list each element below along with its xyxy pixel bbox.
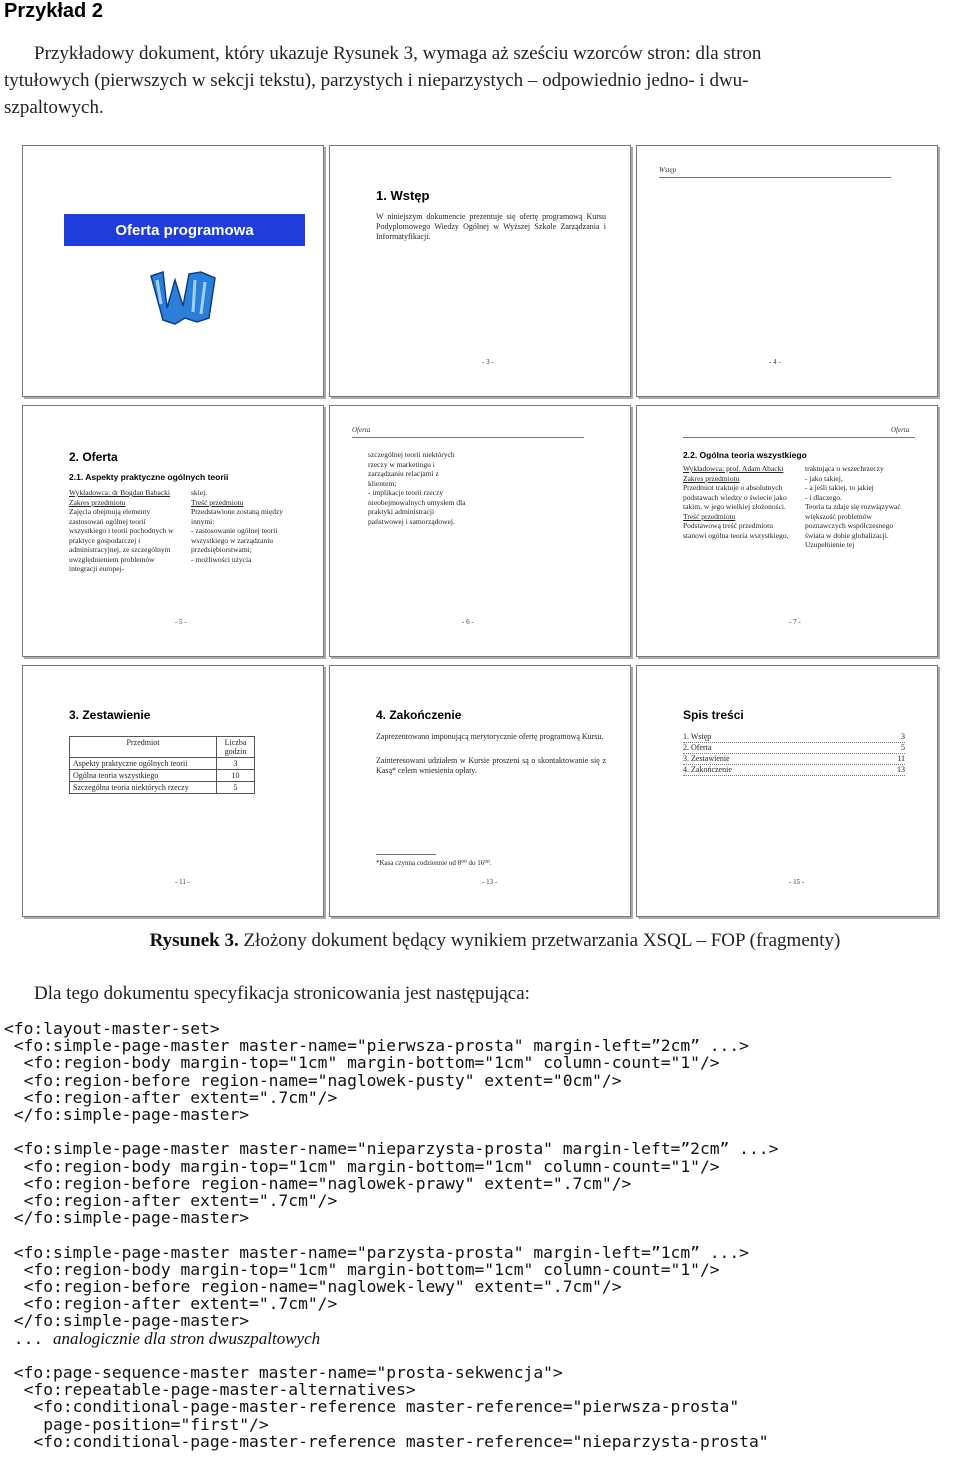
page-number: - 11 - xyxy=(175,878,190,886)
toc-item xyxy=(683,754,905,765)
code-line: <fo:region-before region-name="naglowek-prawy" extent=".7cm"/> xyxy=(4,1173,632,1193)
column-line: Przedstawione zostaną między innymi: xyxy=(191,507,284,526)
table-cell: Szczególna teoria niektórych rzeczy xyxy=(70,782,217,794)
column-line: - a jeśli takiej, to jakiej xyxy=(805,483,874,492)
code-line xyxy=(4,1123,778,1140)
page-thumbnail xyxy=(636,405,938,657)
code-line: <fo:region-before region-name="naglowek-lewy" extent=".7cm"/> xyxy=(4,1277,622,1297)
page-thumbnail-title xyxy=(22,145,324,397)
toc-label: 2. Oferta xyxy=(683,743,712,752)
table-cell: 5 xyxy=(217,782,255,794)
intro-line: tytułowych (pierwszych w sekcji tekstu), parzystych i nieparzystych – odpowiednio jedno- i dwu- xyxy=(4,70,749,91)
page-subtitle: 2.2. Ogólna teoria wszystkiego xyxy=(683,450,807,460)
code-line: <fo:region-body margin-top="1cm" margin-bottom="1cm" column-count="1"/> xyxy=(4,1156,720,1176)
page-number: - 5 - xyxy=(175,618,187,626)
toc-page: 3 xyxy=(901,732,905,741)
toc-item xyxy=(683,732,905,743)
code-line: </fo:simple-page-master> xyxy=(4,1311,250,1331)
column-line: Treść przedmiotu xyxy=(683,511,736,521)
page-title: 3. Zestawienie xyxy=(69,708,151,722)
page-text: W niniejszym dokumencie prezentuje się ofertę programową Kursu Podyplomowego Wiedzy Ogólnej w Wyższej Szkole Zarządzania i Informatyfikacji. xyxy=(376,212,606,241)
page-thumbnail xyxy=(329,665,631,917)
table-of-contents xyxy=(683,732,905,776)
page-number: - 7 - xyxy=(789,618,801,626)
page-text: Zainteresowani udziałem w Kursie proszeni są o skontaktowanie się z Kasą* celem wniesienia opłaty. xyxy=(376,756,606,775)
page-title: Spis treści xyxy=(683,708,744,722)
code-line: <fo:simple-page-master master-name="nieparzysta-prosta" margin-left=”2cm” ...> xyxy=(4,1139,779,1159)
page-thumbnail xyxy=(22,665,324,917)
page-thumbnail xyxy=(636,665,938,917)
title-banner: Oferta programowa xyxy=(64,214,305,246)
text-column xyxy=(69,488,177,574)
column-line: Teoria ta zdaje się rozwiązywać większość problemów poznawczych współczesnego świata w dobie globalizacji. xyxy=(805,502,901,540)
page-number: - 15 - xyxy=(789,878,805,886)
code-line: <fo:region-after extent=".7cm"/> xyxy=(4,1087,338,1107)
table-cell: 10 xyxy=(217,770,255,782)
page-number: - 3 - xyxy=(482,358,494,366)
code-line: <fo:conditional-page-master-reference master-reference="pierwsza-prosta" xyxy=(4,1397,740,1417)
footnote-rule xyxy=(376,854,436,855)
toc-page: 11 xyxy=(897,754,905,763)
code-comment: analogicznie dla stron dwuszpaltowych xyxy=(53,1328,321,1348)
table-header-cell: Liczba godzin xyxy=(217,737,255,758)
code-line: <fo:repeatable-page-master-alternatives> xyxy=(4,1380,416,1400)
table-header-cell: Przedmiot xyxy=(70,737,217,758)
toc-page: 5 xyxy=(901,743,905,752)
column-line: szczególnej teorii niektórych rzeczy w marketingu i zarządzaniu relacjami z klientem; xyxy=(368,450,455,488)
toc-item xyxy=(683,765,905,776)
column-line: - zastosowanie ogólnej teorii wszystkiego w zarządzaniu przedsiębiorstwami; xyxy=(191,526,278,554)
page-title: 2. Oferta xyxy=(69,450,118,464)
code-line: <fo:simple-page-master master-name="parzysta-prosta" margin-left=”1cm” ...> xyxy=(4,1242,749,1262)
column-line: Zakres przedmiotu xyxy=(69,497,126,507)
code-listing xyxy=(4,1020,778,1450)
text-column xyxy=(805,464,913,550)
code-line: <fo:region-after extent=".7cm"/> xyxy=(4,1191,338,1211)
toc-label: 1. Wstęp xyxy=(683,732,712,741)
code-line: page-position="first"/> xyxy=(4,1414,269,1434)
running-header: Oferta xyxy=(352,426,371,434)
caption-label: Rysunek 3. xyxy=(149,930,239,951)
toc-page: 13 xyxy=(897,765,905,774)
table-cell: Ogólna teoria wszystkiego xyxy=(70,770,217,782)
page-number: - 13 - xyxy=(482,878,498,886)
table-row xyxy=(70,770,255,782)
column-line: - jako takiej, xyxy=(805,473,843,483)
page-text: Zaprezentowano imponującą merytorycznie ofertę programową Kursu. xyxy=(376,732,604,741)
page-thumbnail xyxy=(329,145,631,397)
intro-line: szpaltowych. xyxy=(4,97,104,118)
page-thumbnail xyxy=(636,145,938,397)
column-line: Wykładowca: dr Bogdan Babacki xyxy=(69,488,170,497)
code-line: <fo:region-body margin-top="1cm" margin-bottom="1cm" column-count="1"/> xyxy=(4,1053,720,1073)
running-header: Wstęp xyxy=(659,166,677,174)
running-header: Oferta xyxy=(891,426,910,434)
column-line: traktująca o wszechrzeczy xyxy=(805,464,884,473)
toc-label: 3. Zestawienie xyxy=(683,754,730,763)
table-cell: Aspekty praktyczne ogólnych teorii xyxy=(70,758,217,770)
code-line: </fo:simple-page-master> xyxy=(4,1208,250,1228)
code-line: <fo:region-before region-name="naglowek-pusty" extent="0cm"/> xyxy=(4,1070,622,1090)
page-number: - 6 - xyxy=(462,618,474,626)
column-line: Przedmiot traktuje o absolutnych podstawach wiedzy o świecie jako takim, w jego wielkiej złożoności. xyxy=(683,483,787,511)
table-header-row xyxy=(70,737,255,758)
intro-paragraph xyxy=(4,40,956,121)
intro-line: Przykładowy dokument, który ukazuje Rysunek 3, wymaga aż sześciu wzorców stron: dla stron xyxy=(34,43,762,64)
code-ellipsis: ... xyxy=(4,1328,54,1348)
code-line: <fo:conditional-page-master-reference master-reference="nieparzysta-prosta" xyxy=(4,1431,769,1451)
section-heading: Przykład 2 xyxy=(4,0,103,22)
page-number: - 4 - xyxy=(769,358,781,366)
caption-text: Złożony dokument będący wynikiem przetwarzania XSQL – FOP (fragmenty) xyxy=(238,930,841,951)
table-cell: 3 xyxy=(217,758,255,770)
column-line: Wykładowca: prof. Adam Abacki xyxy=(683,464,784,473)
page-thumbnail xyxy=(329,405,631,657)
page-title: 1. Wstęp xyxy=(376,188,430,203)
code-line: <fo:layout-master-set> xyxy=(4,1019,220,1038)
code-line: <fo:region-body margin-top="1cm" margin-bottom="1cm" column-count="1"/> xyxy=(4,1259,720,1279)
summary-table xyxy=(69,736,255,794)
column-line: skiej. xyxy=(191,488,208,497)
column-line: - i dlaczego. xyxy=(805,492,842,502)
header-rule xyxy=(683,437,915,438)
text-column xyxy=(191,488,299,564)
column-line: Treść przedmiotu xyxy=(191,497,244,507)
code-line xyxy=(4,1226,778,1243)
column-line: Podstawową treść przedmiotu stanowi ogólna teoria wszystkiego, xyxy=(683,521,789,540)
page-thumbnail xyxy=(22,405,324,657)
text-column xyxy=(683,464,791,540)
code-line: <fo:page-sequence-master master-name="prosta-sekwencja"> xyxy=(4,1363,563,1383)
column-line: - implikacje teorii rzeczy nieobejmowalnych umysłem dla praktyki administracji państwowej i samorządowej. xyxy=(368,488,466,526)
code-line: <fo:simple-page-master master-name="pierwsza-prosta" margin-left=”2cm” ...> xyxy=(4,1036,749,1056)
toc-item xyxy=(683,743,905,754)
lead-paragraph: Dla tego dokumentu specyfikacja stronicowania jest następująca: xyxy=(34,983,530,1004)
table-row xyxy=(70,782,255,794)
figure-caption xyxy=(0,930,960,952)
column-line: Zajęcia obejmują elementy zastosowań ogólnej teorii wszystkiego i teorii pochodnych w praktyce gospodarczej i administracyjnej, ze szczególnym uwzględnieniem problemów integracji europej- xyxy=(69,507,174,573)
text-column xyxy=(368,450,466,526)
code-line xyxy=(4,1330,778,1347)
code-line xyxy=(4,1347,778,1364)
column-line: - możliwości użycia xyxy=(191,554,252,564)
page-title: 4. Zakończenie xyxy=(376,708,462,722)
table-row xyxy=(70,758,255,770)
footnote: *Kasa czynna codziennie od 8⁰⁰ do 16⁰⁰. xyxy=(376,859,492,867)
toc-label: 4. Zakończenie xyxy=(683,765,732,774)
column-line: Uzupełnienie tej xyxy=(805,540,855,549)
code-line: <fo:region-after extent=".7cm"/> xyxy=(4,1294,338,1314)
wszii-logo-icon xyxy=(149,268,219,326)
header-rule xyxy=(659,177,891,178)
header-rule xyxy=(352,437,584,438)
page-subtitle: 2.1. Aspekty praktyczne ogólnych teorii xyxy=(69,472,229,482)
column-line: Zakres przedmiotu xyxy=(683,473,740,483)
code-line: </fo:simple-page-master> xyxy=(4,1105,250,1125)
